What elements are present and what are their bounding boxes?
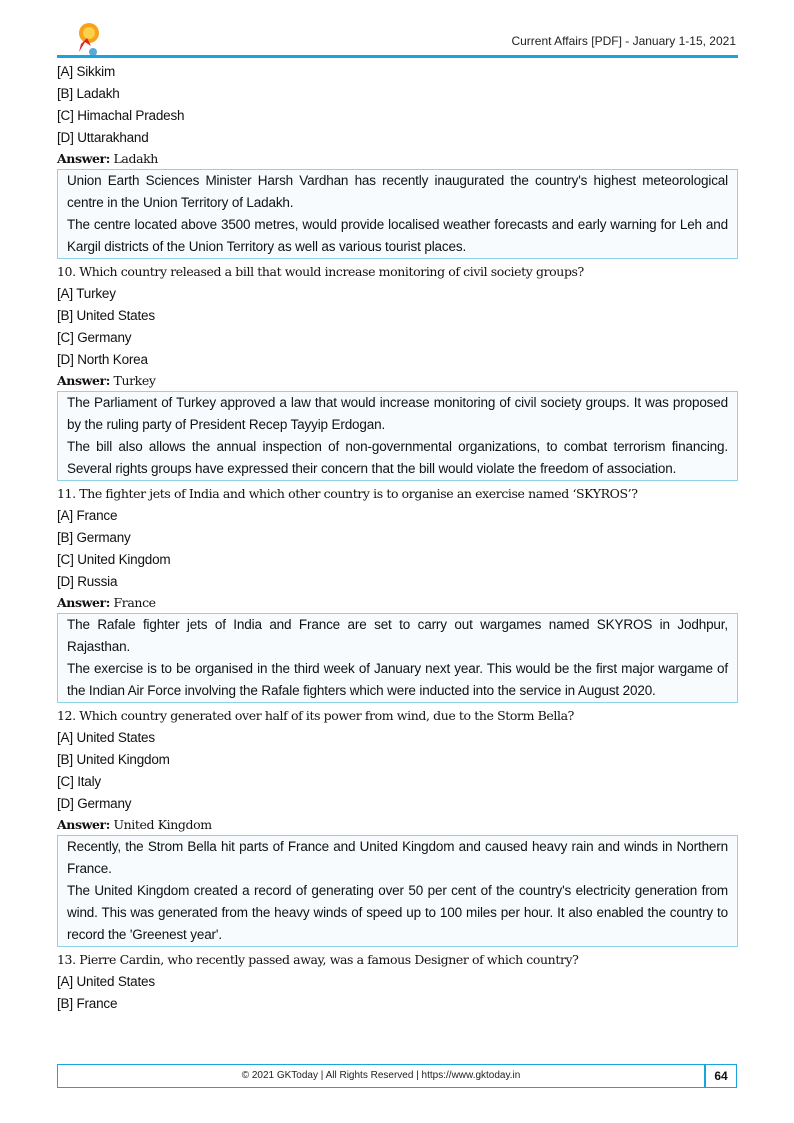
- explanation-paragraph: Union Earth Sciences Minister Harsh Vardhan has recently inaugurated the country's highest meteorological centre in the Union Territory of Ladakh.: [67, 173, 728, 210]
- gktoday-logo-icon: [69, 22, 105, 58]
- question-text: 10. Which country released a bill that would increase monitoring of civil society groups?: [57, 264, 584, 279]
- option-d: [D] North Korea: [57, 352, 148, 367]
- option-a: [A] France: [57, 508, 118, 523]
- page-number: 64: [714, 1069, 728, 1083]
- question-block: [57, 705, 738, 947]
- explanation-paragraph: Recently, the Strom Bella hit parts of France and United Kingdom and caused heavy rain and winds in Northern France.: [67, 839, 728, 876]
- option-d: [D] Germany: [57, 796, 132, 811]
- answer-line: [57, 149, 738, 169]
- answer-label: Answer:: [57, 373, 110, 388]
- explanation-box: [57, 169, 738, 259]
- explanation-paragraph: The Rafale fighter jets of India and France are set to carry out wargames named SKYROS in Jodhpur, Rajasthan.: [67, 617, 728, 654]
- question-text: 11. The fighter jets of India and which other country is to organise an exercise named ‘SKYROS’?: [57, 486, 638, 501]
- question-block: [57, 261, 738, 481]
- document-title: Current Affairs [PDF] - January 1-15, 2021: [511, 34, 736, 48]
- option-c: [C] United Kingdom: [57, 552, 171, 567]
- explanation-paragraph: The bill also allows the annual inspection of non-governmental organizations, to combat terrorism financing. Several rights groups have expressed their concern that the bill would violate the freedom of association.: [67, 439, 728, 476]
- answer-line: [57, 371, 738, 391]
- answer-label: Answer:: [57, 151, 110, 166]
- option-b: [B] United States: [57, 308, 155, 323]
- answer-label: Answer:: [57, 595, 110, 610]
- answer-line: [57, 593, 738, 613]
- question-block: [57, 949, 738, 1015]
- header-divider: [57, 55, 738, 58]
- option-b: [B] United Kingdom: [57, 752, 170, 767]
- option-a: [A] United States: [57, 730, 155, 745]
- option-a: [A] Turkey: [57, 286, 116, 301]
- answer-value: France: [113, 595, 156, 610]
- option-a: [A] Sikkim: [57, 64, 116, 79]
- explanation-box: [57, 391, 738, 481]
- explanation-box: [57, 613, 738, 703]
- answer-value: Turkey: [113, 373, 156, 388]
- option-c: [C] Germany: [57, 330, 132, 345]
- option-c: [C] Italy: [57, 774, 101, 789]
- answer-line: [57, 815, 738, 835]
- quiz-content: [57, 61, 738, 1015]
- option-d: [D] Uttarakhand: [57, 130, 149, 145]
- footer-copyright: © 2021 GKToday | All Rights Reserved | https://www.gktoday.in: [241, 1070, 521, 1081]
- page-footer: [57, 1064, 737, 1088]
- option-d: [D] Russia: [57, 574, 118, 589]
- option-c: [C] Himachal Pradesh: [57, 108, 185, 123]
- question-block: [57, 61, 738, 259]
- option-a: [A] United States: [57, 974, 155, 989]
- option-b: [B] Ladakh: [57, 86, 120, 101]
- answer-value: United Kingdom: [113, 817, 212, 832]
- question-block: [57, 483, 738, 703]
- answer-label: Answer:: [57, 817, 110, 832]
- explanation-paragraph: The Parliament of Turkey approved a law that would increase monitoring of civil society groups. It was proposed by the ruling party of President Recep Tayyip Erdogan.: [67, 395, 728, 432]
- question-text: 13. Pierre Cardin, who recently passed away, was a famous Designer of which country?: [57, 952, 579, 967]
- option-b: [B] Germany: [57, 530, 131, 545]
- explanation-box: [57, 835, 738, 947]
- explanation-paragraph: The United Kingdom created a record of generating over 50 per cent of the country's electricity generation from wind. This was generated from the heavy winds of speed up to 100 miles per hour. It also enabled the country to record the 'Greenest year'.: [67, 883, 728, 942]
- answer-value: Ladakh: [113, 151, 158, 166]
- question-text: 12. Which country generated over half of its power from wind, due to the Storm Bella?: [57, 708, 574, 723]
- explanation-paragraph: The centre located above 3500 metres, would provide localised weather forecasts and early warning for Leh and Kargil districts of the Union Territory as well as various tourist places.: [67, 217, 728, 254]
- option-b: [B] France: [57, 996, 118, 1011]
- explanation-paragraph: The exercise is to be organised in the third week of January next year. This would be the first major wargame of the Indian Air Force involving the Rafale fighters which were inducted into the service in August 2020.: [67, 661, 728, 698]
- page-header: [57, 20, 738, 58]
